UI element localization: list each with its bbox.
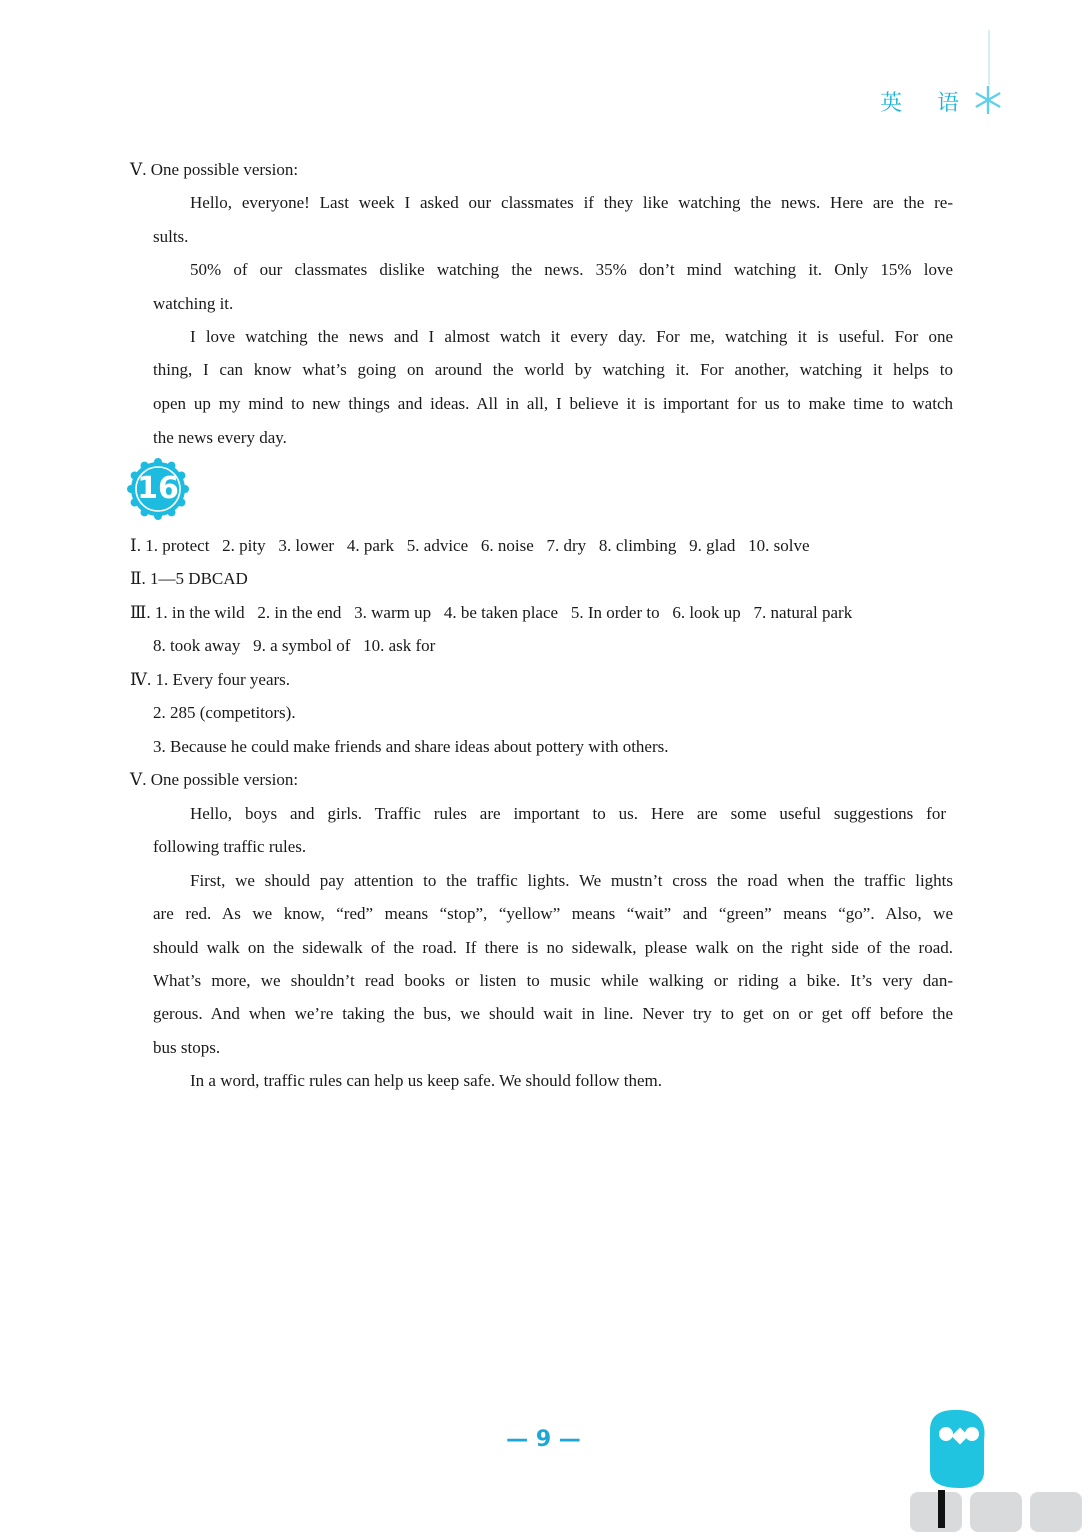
section-15-v-line: sults. [153, 227, 189, 246]
section-16-v-line: following traffic rules. [153, 837, 307, 856]
section-number: 16 [137, 471, 179, 506]
section-16-v-line: bus stops. [153, 1038, 221, 1057]
section-15-v-line: thing, I can know what’s going on around the world by watching it. For another, watching it helps to [153, 360, 953, 379]
section-15-v-line: Hello, everyone! Last week I asked our classmates if they like watching the news. Here are the re- [190, 193, 953, 212]
section-16-v-line: First, we should pay attention to the traffic lights. We mustn’t cross the road when the traffic lights [190, 871, 953, 890]
section-16-v-label: Ⅴ. One possible version: [130, 770, 299, 789]
section-15-v-line: open up my mind to new things and ideas. All in all, I believe it is important for us to make time to watch [153, 394, 953, 413]
subject-title: 英 语 [880, 91, 973, 116]
section-15-v-line: the news every day. [153, 428, 287, 447]
section-16-iv-answer: Ⅳ. 1. Every four years. [130, 670, 291, 689]
section-15-v-line: 50% of our classmates dislike watching the news. 35% don’t mind watching it. Only 15% love [190, 260, 953, 279]
page-number: — 9 — [506, 1427, 581, 1452]
section-16-i-answers: Ⅰ. 1. protect 2. pity 3. lower 4. park 5. advice 6. noise 7. dry 8. climbing 9. glad 10. solve [130, 536, 810, 555]
section-16-iii-answers-cont: 8. took away 9. a symbol of 10. ask for [153, 636, 436, 655]
section-16-v-line: are red. As we know, “red” means “stop”, “yellow” means “wait” and “green” means “go”. Also, we [153, 904, 953, 923]
watermark-logo-icon [900, 1400, 1087, 1536]
header-divider [988, 30, 990, 85]
section-15-v-line: watching it. [153, 294, 234, 313]
section-16-ii-answers: Ⅱ. 1—5 DBCAD [130, 569, 248, 588]
section-16-iv-answer: 2. 285 (competitors). [153, 703, 296, 722]
section-15-v-label: Ⅴ. One possible version: [130, 160, 299, 179]
section-15-v-line: I love watching the news and I almost watch it every day. For me, watching it is useful. For one [190, 327, 953, 346]
snowflake-icon [972, 84, 1004, 116]
section-16-v-line: In a word, traffic rules can help us keep safe. We should follow them. [190, 1071, 662, 1090]
section-16-v-line: should walk on the sidewalk of the road. If there is no sidewalk, please walk on the right side of the road. [153, 938, 953, 957]
section-16-v-line: What’s more, we shouldn’t read books or listen to music while walking or riding a bike. It’s very dan- [153, 971, 953, 990]
section-16-iv-answer: 3. Because he could make friends and share ideas about pottery with others. [153, 737, 669, 756]
section-16-iii-answers: Ⅲ. 1. in the wild 2. in the end 3. warm up 4. be taken place 5. In order to 6. look up 7. natural park [130, 603, 853, 622]
section-16-v-line: gerous. And when we’re taking the bus, we should wait in line. Never try to get on or get off before the [153, 1004, 953, 1023]
section-16-v-line: Hello, boys and girls. Traffic rules are important to us. Here are some useful suggestions for [190, 804, 946, 823]
